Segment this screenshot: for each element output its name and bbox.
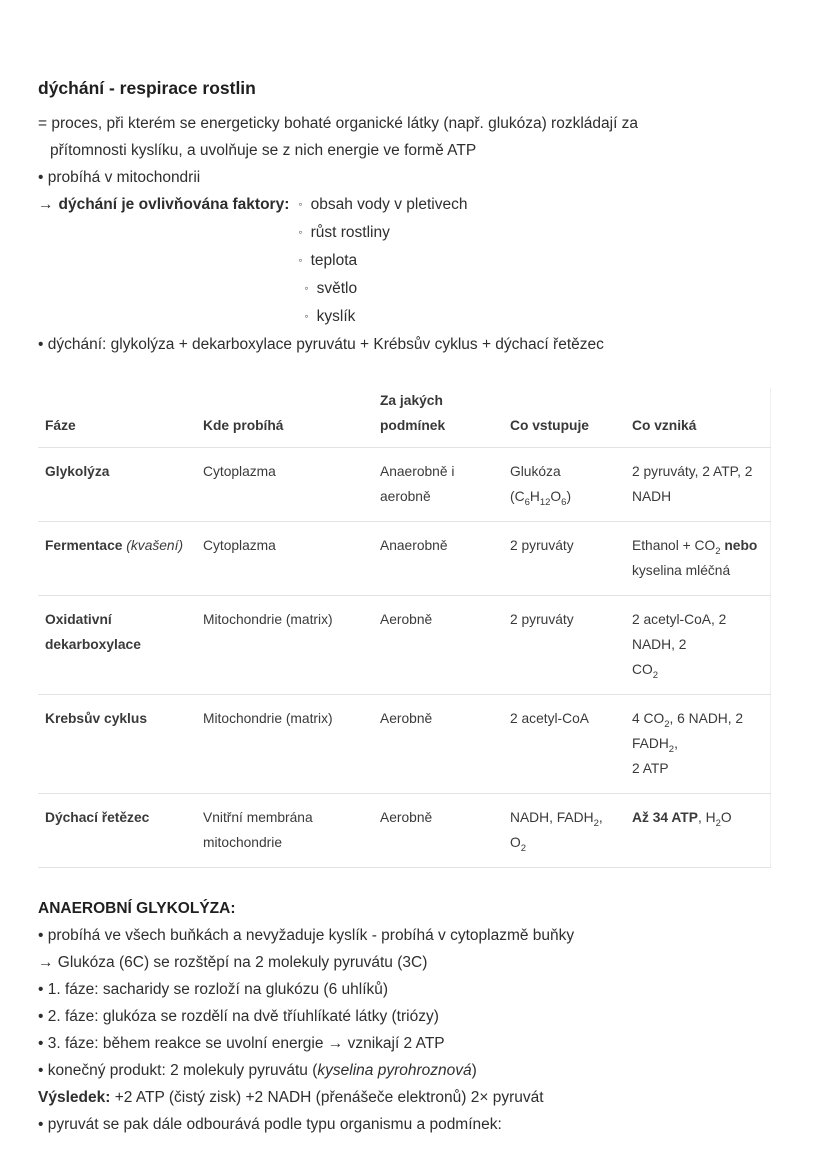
table-cell: Ethanol + $CO_2$ nebo kyselina mléčná — [625, 522, 770, 596]
text-line: • probíhá ve všech buňkách a nevyžaduje kyslík - probíhá v cytoplazmě buňky — [38, 927, 575, 944]
text-segment: kyselina pyrohroznová — [317, 1062, 472, 1079]
text-segment: Krebsův cyklus — [45, 711, 147, 726]
text-line: Výsledek: +2 ATP (čistý zisk) +2 NADH (přenášeče elektronů) 2× pyruvát — [38, 1089, 544, 1106]
text-segment: (kvašení) — [126, 538, 184, 553]
table-row — [38, 596, 770, 695]
table-cell: NADH, $FADH_2$, $O_2$ — [503, 794, 625, 868]
factors-lead-text: dýchání je ovlivňována faktory: — [58, 196, 290, 213]
anaerobic-glycolysis-section — [38, 895, 778, 1138]
text-segment: Oxidativní — [45, 612, 112, 627]
respiration-phases-table — [38, 388, 771, 868]
table-cell: 2 pyruváty — [503, 596, 625, 695]
text-segment: Až 34 ATP — [632, 810, 698, 825]
text-line: • 1. fáze: sacharidy se rozloží na glukózu (6 uhlíků) — [38, 981, 389, 998]
table-header-cell: Za jakých podmínek — [373, 388, 503, 448]
table-cell: 2 pyruváty — [503, 522, 625, 596]
text-segment: dekarboxylace — [45, 637, 141, 652]
circle-bullet-icon: ◦ — [298, 197, 303, 211]
table-header-cell: Co vstupuje — [503, 388, 625, 448]
text-segment: Dýchací řetězec — [45, 810, 150, 825]
table-header-cell: Co vzniká — [625, 388, 770, 448]
text-segment: nebo — [724, 538, 758, 553]
factor-label: obsah vody v pletivech — [310, 196, 468, 213]
bullet-mitochondria: • probíhá v mitochondrii — [38, 169, 201, 186]
text-line: • 2. fáze: glukóza se rozdělí na dvě tříuhlíkaté látky (triózy) — [38, 1008, 439, 1025]
text-segment: Výsledek: — [38, 1089, 111, 1106]
text-segment: Fermentace — [45, 538, 127, 553]
table-cell — [38, 596, 196, 695]
circle-bullet-icon: ◦ — [298, 225, 303, 239]
text-segment: 2 — [652, 669, 658, 681]
text-line: • konečný produkt: 2 molekuly pyruvátu (kyselina pyrohroznová) — [38, 1062, 477, 1079]
text-segment: 2 — [664, 718, 670, 730]
table-cell: 4 $CO_2$, 6 NADH, 2 $FADH_2$, 2 ATP — [625, 695, 770, 794]
text-line: → Glukóza (6C) se rozštěpí na 2 molekuly pyruvátu (3C) — [38, 954, 428, 971]
table-cell: Mitochondrie (matrix) — [196, 596, 373, 695]
table-cell: Cytoplazma — [196, 448, 373, 522]
factor-label: teplota — [310, 252, 358, 269]
definition-line-1: = proces, při kterém se energeticky bohaté organické látky (např. glukóza) rozkládají za — [38, 115, 639, 132]
bullet-respiration-overview: • dýchání: glykolýza + dekarboxylace pyruvátu + Krébsův cyklus + dýchací řetězec — [38, 336, 604, 353]
circle-bullet-icon: ◦ — [298, 253, 303, 267]
circle-bullet-icon: ◦ — [304, 281, 309, 295]
table-cell: Aerobně — [373, 695, 503, 794]
text-segment: 2 — [668, 743, 675, 755]
factor-label: světlo — [316, 280, 358, 297]
section-lines — [38, 922, 778, 1138]
table-header-row — [38, 388, 770, 448]
text-segment: 2 — [715, 545, 721, 557]
table-cell: 2 acetyl-CoA — [503, 695, 625, 794]
table-body — [38, 448, 770, 868]
table-cell — [38, 522, 196, 596]
table-row — [38, 448, 770, 522]
table-cell: Glukóza $(C_6H_{12}O_6)$ — [503, 448, 625, 522]
table-cell — [38, 794, 196, 868]
table-cell: Aerobně — [373, 794, 503, 868]
factor-item-oxygen — [298, 303, 467, 331]
table-cell: 2 acetyl-CoA, 2 NADH, 2 $CO_2$ — [625, 596, 770, 695]
factor-item-growth — [298, 219, 467, 247]
definition-paragraph — [38, 110, 778, 164]
text-line: • 3. fáze: během reakce se uvolní energie → vznikají 2 ATP — [38, 1035, 445, 1052]
table-header-cell: Kde probíhá — [196, 388, 373, 448]
text-segment: 2 — [520, 842, 527, 854]
section-heading: ANAEROBNÍ GLYKOLÝZA: — [38, 900, 236, 917]
table-cell — [38, 448, 196, 522]
table-cell: Mitochondrie (matrix) — [196, 695, 373, 794]
arrow-glyph: → — [38, 196, 54, 213]
factor-item-light — [298, 275, 467, 303]
text-segment: 6 — [524, 496, 530, 508]
table-cell: Anaerobně — [373, 522, 503, 596]
text-segment: 6 — [561, 496, 567, 508]
definition-line-2: přítomnosti kyslíku, a uvolňuje se z nich energie ve formě ATP — [50, 142, 477, 159]
table-cell: Aerobně — [373, 596, 503, 695]
page-title: dýchání - respirace rostlin — [38, 78, 256, 98]
table-row — [38, 522, 770, 596]
table-cell: 2 pyruváty, 2 ATP, 2 NADH — [625, 448, 770, 522]
table-cell — [38, 695, 196, 794]
circle-bullet-icon: ◦ — [304, 309, 309, 323]
text-segment: 12 — [539, 496, 551, 508]
text-segment: 2 — [593, 817, 599, 829]
factor-item-water — [298, 191, 467, 219]
factors-list — [298, 191, 467, 331]
factors-lead — [38, 191, 289, 218]
factor-label: kyslík — [316, 308, 356, 325]
table-cell: Až 34 ATP, $H_2O$ — [625, 794, 770, 868]
table-row — [38, 794, 770, 868]
factors-block — [38, 191, 778, 331]
table-header-cell: Fáze — [38, 388, 196, 448]
table-cell: Vnitřní membrána mitochondrie — [196, 794, 373, 868]
text-segment: 2 — [715, 817, 721, 829]
table-cell: Cytoplazma — [196, 522, 373, 596]
factor-item-temperature — [298, 247, 467, 275]
factor-label: růst rostliny — [310, 224, 390, 241]
text-line: • pyruvát se pak dále odbourává podle typu organismu a podmínek: — [38, 1116, 502, 1133]
table-cell: Anaerobně i aerobně — [373, 448, 503, 522]
text-segment: Glykolýza — [45, 464, 110, 479]
table-head — [38, 388, 770, 448]
table-row — [38, 695, 770, 794]
